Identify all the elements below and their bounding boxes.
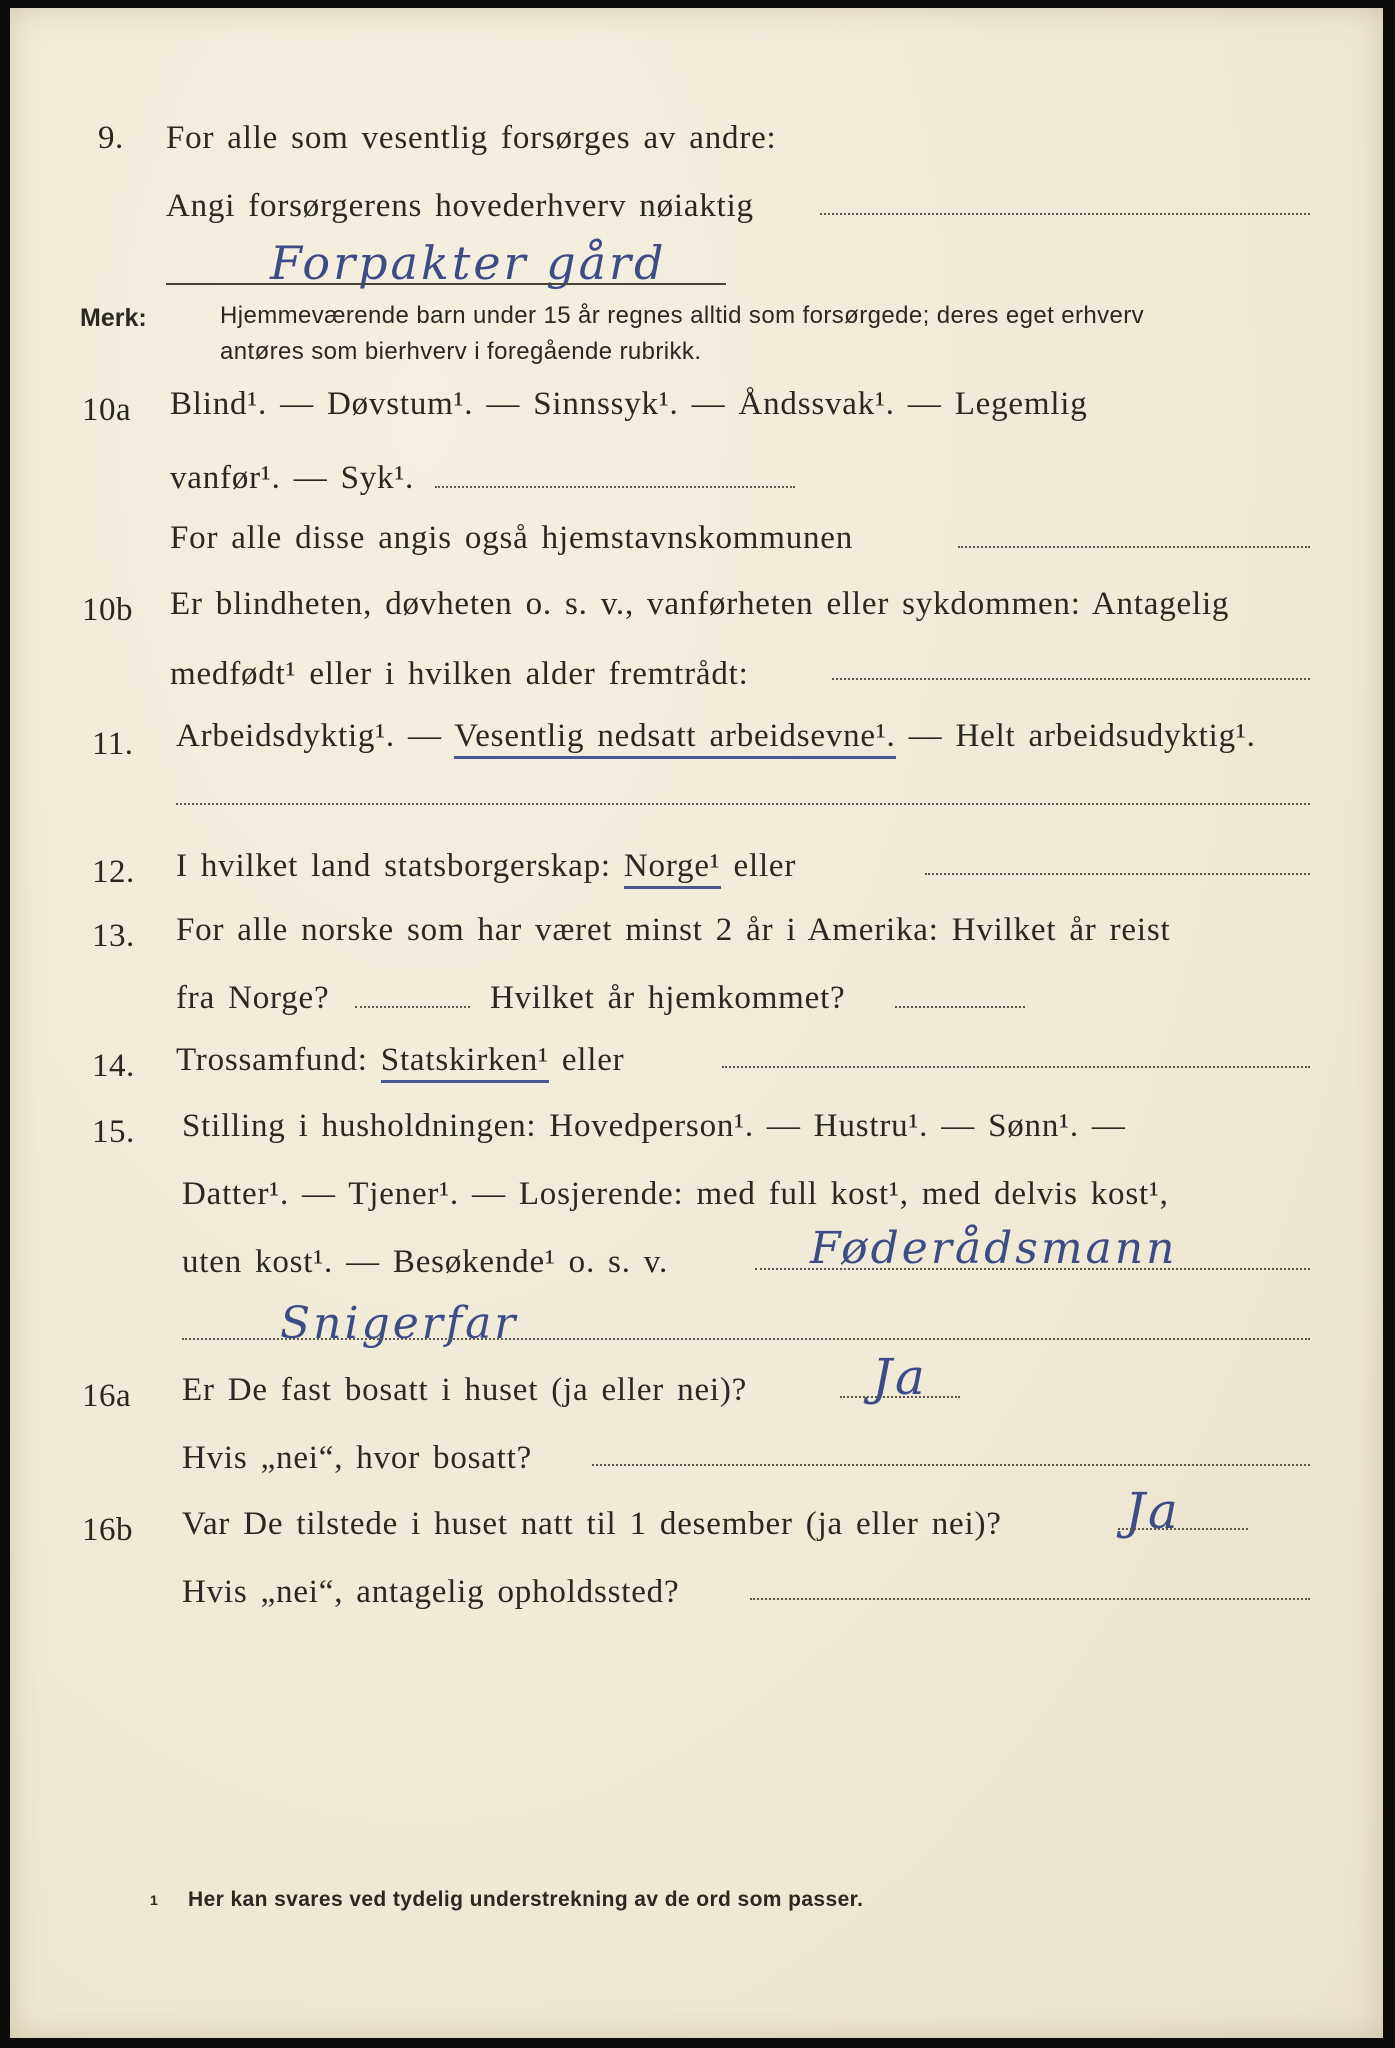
q10a-line2: vanfør¹. — Syk¹.	[170, 460, 415, 496]
q15-line1: Stilling i husholdningen: Hovedperson¹. — Hustru¹. — Sønn¹. —	[182, 1108, 1126, 1144]
q10a-fill-line	[435, 486, 795, 488]
q16b-opholdssted-fill-line	[750, 1598, 1310, 1600]
q9-line2: Angi forsørgerens hovederhverv nøiaktig	[166, 188, 754, 224]
q10a-number: 10a	[82, 392, 132, 428]
q14-question: Trossamfund:	[176, 1042, 381, 1078]
q10a-home-fill-line	[958, 546, 1310, 548]
q16b-answer-handwritten: Ja	[1125, 1482, 1181, 1540]
q14-number: 14.	[92, 1048, 135, 1084]
q16b-line2: Hvis „nei“, antagelig opholdssted?	[182, 1574, 680, 1610]
q9-number: 9.	[98, 120, 124, 156]
q10a-line3: For alle disse angis også hjemstavnskommunen	[170, 520, 854, 556]
q10a-line1: Blind¹. — Døvstum¹. — Sinnssyk¹. — Åndssvak¹. — Legemlig	[170, 386, 1088, 422]
q12-option-norge: Norge¹	[624, 848, 721, 889]
footnote-text: Her kan svares ved tydelig understrekning av de ord som passer.	[188, 1888, 864, 1911]
q13-line1: For alle norske som har været minst 2 år i Amerika: Hvilket år reist	[176, 912, 1171, 948]
q15-answer1-handwritten: Føderådsmann	[810, 1223, 1178, 1274]
q15-answer2-handwritten: Snigerfar	[280, 1298, 519, 1349]
q11-option-arbeidsdyktig: Arbeidsdyktig¹. —	[176, 718, 455, 754]
q13-number: 13.	[92, 918, 135, 954]
q14-text	[176, 1042, 624, 1079]
q16a-line2: Hvis „nei“, hvor bosatt?	[182, 1440, 533, 1476]
q16a-line1: Er De fast bosatt i huset (ja eller nei)?	[182, 1372, 748, 1408]
q13-line2a: fra Norge?	[176, 980, 330, 1016]
q16a-fill-line	[840, 1396, 960, 1398]
q14-fill-line	[722, 1066, 1310, 1068]
q14-option-statskirken: Statskirken¹	[381, 1042, 549, 1083]
q12-fill-line	[925, 873, 1310, 875]
q16a-number: 16a	[82, 1378, 132, 1414]
note-label: Merk:	[80, 304, 147, 332]
q10b-line2: medfødt¹ eller i hvilken alder fremtrådt:	[170, 656, 749, 692]
q15-answer-line	[182, 1338, 1310, 1340]
note-line2: antøres som bierhverv i foregående rubrikk.	[220, 338, 702, 365]
q14-option-eller: eller	[548, 1042, 625, 1078]
footnote-mark: 1	[150, 1892, 158, 1908]
q9-fill-line	[820, 213, 1310, 215]
census-form-page	[10, 8, 1383, 2038]
q13-line2b: Hvilket år hjemkommet?	[490, 980, 846, 1016]
q11-option-udyktig: — Helt arbeidsudyktig¹.	[895, 718, 1256, 754]
q9-line1: For alle som vesentlig forsørges av andre:	[166, 120, 777, 156]
q16a-answer-handwritten: Ja	[872, 1348, 928, 1406]
q16b-fill-line	[1118, 1528, 1248, 1530]
q10b-line1: Er blindheten, døvheten o. s. v., vanførheten eller sykdommen: Antagelig	[170, 586, 1230, 622]
q10b-number: 10b	[82, 592, 133, 628]
q16a-bosatt-fill-line	[592, 1464, 1310, 1466]
note-line1: Hjemmeværende barn under 15 år regnes alltid som forsørgede; deres eget erhverv	[220, 302, 1145, 329]
q12-text	[176, 848, 796, 885]
q16b-number: 16b	[82, 1512, 133, 1548]
q16b-line1: Var De tilstede i huset natt til 1 desember (ja eller nei)?	[182, 1506, 1002, 1542]
q15-line3: uten kost¹. — Besøkende¹ o. s. v.	[182, 1244, 669, 1280]
q9-answer-line	[166, 283, 726, 285]
q13-hjem-fill-line	[895, 1006, 1025, 1008]
q12-option-eller: eller	[720, 848, 797, 884]
q11-number: 11.	[92, 726, 134, 762]
q12-number: 12.	[92, 854, 135, 890]
q10b-fill-line	[832, 678, 1310, 680]
q13-reist-fill-line	[355, 1006, 470, 1008]
q12-question: I hvilket land statsborgerskap:	[176, 848, 624, 884]
q11-text	[176, 718, 1256, 755]
q11-fill-line	[176, 803, 1310, 805]
q11-option-nedsatt: Vesentlig nedsatt arbeidsevne¹.	[454, 718, 895, 759]
q9-answer-handwritten: Forpakter gård	[270, 236, 667, 290]
q15-line2: Datter¹. — Tjener¹. — Losjerende: med full kost¹, med delvis kost¹,	[182, 1176, 1169, 1212]
q15-number: 15.	[92, 1114, 135, 1150]
